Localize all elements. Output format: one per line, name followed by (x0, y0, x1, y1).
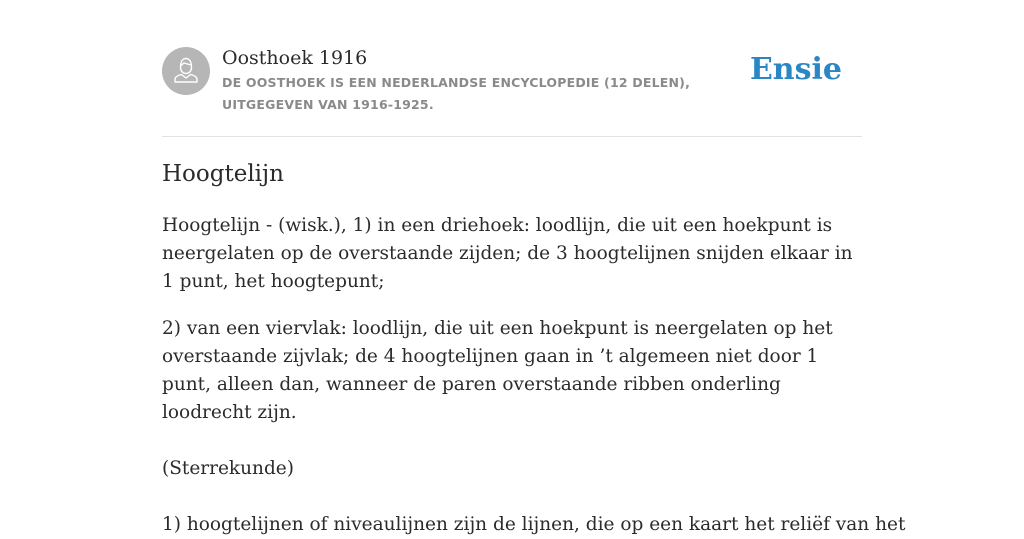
entry-paragraph-2: 2) van een viervlak: loodlijn, die uit een hoekpunt is neergelaten op het overstaande zijvlak; de 4 hoogtelijnen gaan in ’t algemeen niet door 1 punt, alleen dan, wanneer de paren overstaande ribben onderling loodrecht zijn. (162, 318, 833, 423)
entry-title: Hoogtelijn (162, 161, 284, 187)
user-placeholder-icon (162, 47, 210, 95)
entry-paragraph-4: 1) hoogtelijnen of niveaulijnen zijn de lijnen, die op een kaart het reliëf van het (162, 514, 906, 535)
source-header (162, 46, 862, 137)
source-description: DE OOSTHOEK IS EEN NEDERLANDSE ENCYCLOPEDIE (12 DELEN), UITGEGEVEN VAN 1916-1925. (222, 75, 691, 112)
entry-content (162, 156, 906, 539)
ensie-logo[interactable]: Ensie (749, 52, 842, 87)
entry-paragraph-3: (Sterrekunde) (162, 458, 294, 479)
source-avatar[interactable] (162, 47, 210, 95)
source-title[interactable]: Oosthoek 1916 (222, 47, 368, 69)
entry-paragraph-1: Hoogtelijn - (wisk.), 1) in een driehoek: loodlijn, die uit een hoekpunt is neergelaten op de overstaande zijden; de 3 hoogtelijnen snijden elkaar in 1 punt, het hoogtepunt; (162, 215, 853, 292)
